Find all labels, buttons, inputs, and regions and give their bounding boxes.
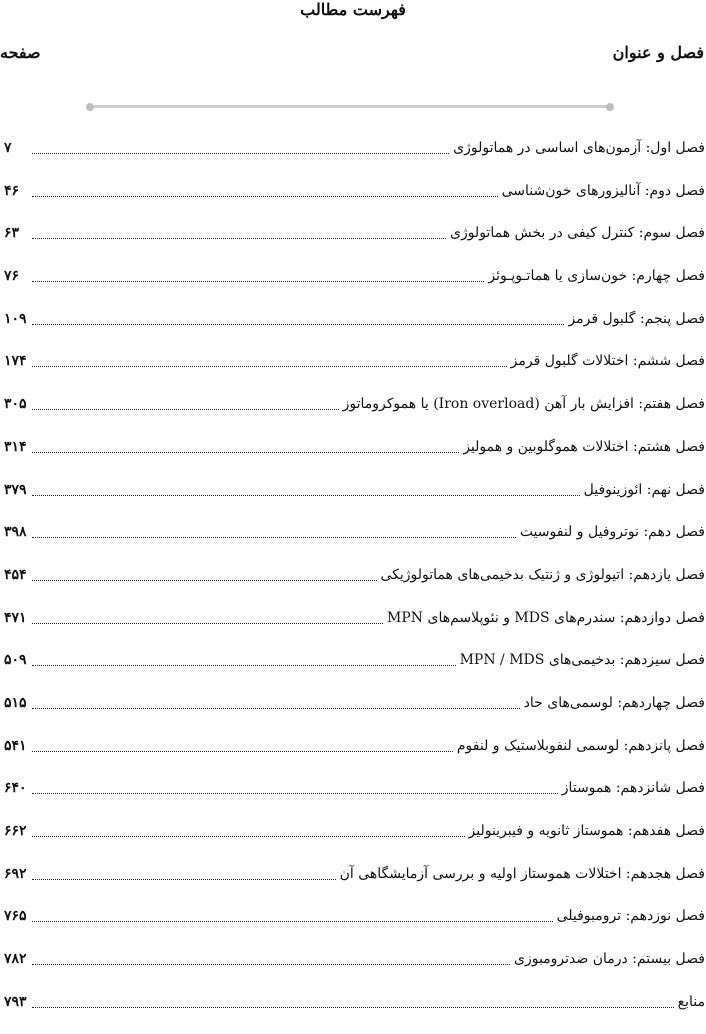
toc-entry-page[interactable]: ۴۶ — [4, 182, 20, 199]
toc-entry-title[interactable]: فصل نهم: ائوزینوفیل — [583, 481, 705, 498]
toc-entry-page[interactable]: ۱۷۴ — [4, 353, 27, 370]
toc-entry-title[interactable]: فصل چهاردهم: لوسمی‌های حاد — [523, 694, 705, 711]
toc-entry[interactable] — [4, 351, 705, 394]
toc-entry-page[interactable]: ۳۰۵ — [4, 396, 27, 413]
dot-leader — [32, 181, 498, 197]
toc-entry-page[interactable]: ۵۱۵ — [4, 694, 27, 711]
toc-entry[interactable] — [4, 736, 705, 779]
toc-entry-title[interactable]: فصل اول: آزمون‌های اساسی در هماتولوژی — [453, 140, 705, 156]
dot-leader — [32, 821, 465, 837]
toc-entry[interactable] — [4, 821, 705, 864]
toc-entry-page[interactable]: ۱۰۹ — [4, 310, 27, 327]
toc-entry-title[interactable]: فصل هجدهم: اختلالات هموستاز اولیه و بررسی آزمایشگاهی آن — [339, 865, 705, 882]
toc-entry-page[interactable]: ۳۹۸ — [4, 524, 27, 541]
toc-entry[interactable] — [4, 522, 705, 565]
toc-entry-page[interactable]: ۷۶ — [4, 268, 20, 285]
dot-leader — [32, 522, 516, 538]
toc-entry-page[interactable]: ۵۴۱ — [4, 737, 27, 754]
dot-leader — [32, 693, 520, 709]
toc-entry-page[interactable]: ۴۵۴ — [4, 566, 27, 583]
dot-leader — [32, 138, 449, 154]
page-column-heading: صفحه — [0, 43, 41, 62]
dot-leader — [32, 992, 674, 1008]
toc-entry-page[interactable]: ۳۱۴ — [4, 438, 27, 455]
toc-entry-title[interactable]: فصل هفدهم: هموستاز ثانویه و فیبرینولیز — [468, 823, 705, 839]
toc-entry-page[interactable]: ۶۹۲ — [4, 865, 27, 882]
dot-leader — [32, 650, 456, 666]
toc-entry-page[interactable]: ۵۰۹ — [4, 652, 27, 669]
toc-entry-page[interactable]: ۶۶۲ — [4, 823, 27, 839]
toc-entry-title[interactable]: فصل پانزدهم: لوسمی لنفوبلاستیک و لنفوم — [456, 737, 705, 754]
toc-entry-title[interactable]: فصل پنجم: گلبول قرمز — [568, 310, 705, 327]
toc-entry-page[interactable]: ۶۳ — [4, 225, 20, 242]
toc-entry[interactable] — [4, 906, 705, 949]
toc-entry-title[interactable]: فصل نوزدهم: ترومبوفیلی — [556, 908, 705, 925]
toc-entry[interactable] — [4, 608, 705, 651]
toc-entry-title[interactable]: فصل هفتم: افزایش بار آهن (Iron overload) یا هموکروماتوز — [342, 396, 705, 413]
dot-leader — [32, 778, 558, 794]
toc-entry-title[interactable]: فصل دهم: نوتروفیل و لنفوسیت — [519, 524, 705, 541]
toc-entry-title[interactable]: فصل سیزدهم: بدخیمی‌های MPN / MDS — [459, 652, 705, 669]
dot-leader — [32, 736, 453, 752]
toc-entry-title[interactable]: فصل ششم: اختلالات گلبول قرمز — [510, 353, 705, 370]
chapter-column-heading: فصل و عنوان — [612, 43, 704, 62]
toc-entry-title[interactable]: فصل چهارم: خون‌سازی یا هماتـوپـوئز — [488, 268, 705, 285]
toc-entry-page[interactable]: ۷ — [4, 140, 12, 156]
dot-leader — [32, 394, 339, 410]
page-title: فهرست مطالب — [300, 0, 406, 19]
dot-leader — [32, 608, 383, 624]
toc-entry[interactable] — [4, 437, 705, 480]
toc-entry-page[interactable]: ۷۶۵ — [4, 908, 27, 925]
toc-entry-title[interactable]: فصل بیستم: درمان ضدترومبوزی — [514, 951, 705, 968]
toc-entry[interactable] — [4, 309, 705, 352]
toc-entry[interactable] — [4, 992, 705, 1034]
divider-line — [90, 105, 610, 108]
dot-leader — [32, 437, 459, 453]
divider-end-dot — [606, 103, 614, 111]
toc-entry-page[interactable]: ۴۷۱ — [4, 609, 27, 626]
toc-entry-page[interactable]: ۷۹۳ — [4, 993, 27, 1010]
toc-entry-page[interactable]: ۳۷۹ — [4, 481, 27, 498]
dot-leader — [32, 906, 553, 922]
toc-entry-title[interactable]: منابع — [677, 993, 705, 1010]
dot-leader — [32, 949, 510, 965]
dot-leader — [32, 309, 564, 325]
toc-entry[interactable] — [4, 138, 705, 181]
dot-leader — [32, 266, 484, 282]
divider-end-dot — [86, 103, 94, 111]
toc-entry[interactable] — [4, 565, 705, 608]
dot-leader — [32, 223, 446, 239]
toc-entry[interactable] — [4, 693, 705, 736]
dot-leader — [32, 351, 507, 367]
toc-entry-title[interactable]: فصل سوم: کنترل کیفی در بخش هماتولوژی — [449, 225, 705, 242]
toc-entry[interactable] — [4, 949, 705, 992]
toc-entry[interactable] — [4, 181, 705, 224]
dot-leader — [32, 480, 580, 496]
toc-entry[interactable] — [4, 778, 705, 821]
toc-entry[interactable] — [4, 650, 705, 693]
toc-entry-page[interactable]: ۷۸۲ — [4, 951, 27, 968]
toc-entry[interactable] — [4, 223, 705, 266]
toc-entry-title[interactable]: فصل یازدهم: اتیولوژی و ژنتیک بدخیمی‌های هماتولوژیکی — [380, 566, 705, 583]
toc-entry-page[interactable]: ۶۴۰ — [4, 780, 27, 797]
toc-entry-title[interactable]: فصل دوم: آنالیزورهای خون‌شناسی — [501, 182, 705, 199]
dot-leader — [32, 565, 377, 581]
dot-leader — [32, 864, 336, 880]
toc-entry-title[interactable]: فصل هشتم: اختلالات هموگلوبین و همولیز — [463, 438, 705, 455]
divider — [86, 104, 614, 108]
table-of-contents — [4, 138, 705, 1034]
toc-entry[interactable] — [4, 394, 705, 437]
toc-entry[interactable] — [4, 266, 705, 309]
toc-entry[interactable] — [4, 480, 705, 523]
toc-entry-title[interactable]: فصل شانزدهم: هموستاز — [561, 780, 705, 797]
toc-entry[interactable] — [4, 864, 705, 907]
toc-entry-title[interactable]: فصل دوازدهم: سندرم‌های MDS و نئوپلاسم‌های MPN — [387, 609, 705, 626]
